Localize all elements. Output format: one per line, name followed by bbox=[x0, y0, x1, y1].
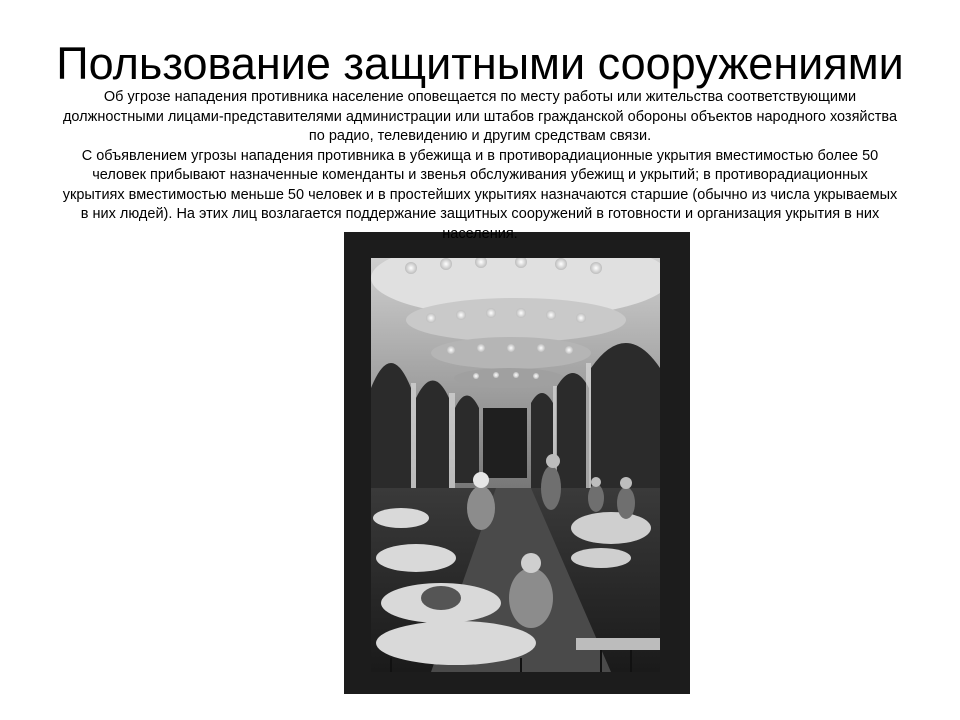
paragraph: Об угрозе нападения противника население оповещается по месту работы или жительства соответствующими должностными лицами-представителями администрации или штабов гражданской обороны объектов народного хозяйства по радио, телевидению и другим средствам связи. bbox=[62, 89, 898, 144]
body-text bbox=[60, 88, 900, 244]
photo-frame bbox=[344, 232, 690, 694]
metro-shelter-photo bbox=[371, 258, 660, 672]
slide-title: Пользование защитными сооружениями bbox=[56, 38, 904, 89]
paragraph: С объявлением угрозы нападения противника в убежища и в противорадиационные укрытия вместимостью более 50 человек прибывают назначенные коменданты и звенья обслуживания убежищ и укрытий; в противорадиационных укрытиях вместимостью меньше 50 человек и в простейших укрытиях назначаются старшие (обычно из числа укрываемых в них людей). На этих лиц возлагается поддержание защитных сооружений в готовности и организация укрытия в них населения. bbox=[62, 147, 898, 242]
